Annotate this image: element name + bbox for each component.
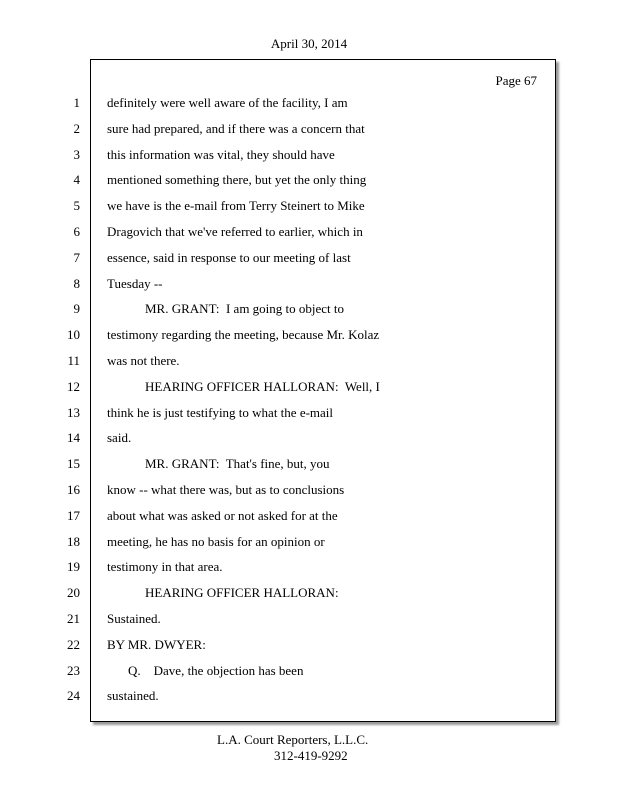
line-text: meeting, he has no basis for an opinion or xyxy=(107,534,325,549)
transcript-date: April 30, 2014 xyxy=(270,36,348,51)
line-text: HEARING OFFICER HALLORAN: xyxy=(145,585,339,600)
line-text: testimony regarding the meeting, because Mr. Kolaz xyxy=(107,327,380,342)
line-number: 19 xyxy=(67,559,80,574)
line-number: 23 xyxy=(67,663,80,678)
line-number: 22 xyxy=(67,637,80,652)
line-number: 21 xyxy=(67,611,80,626)
line-number: 9 xyxy=(73,301,80,316)
line-number: 4 xyxy=(73,172,80,187)
line-text: said. xyxy=(107,430,132,445)
line-text: Tuesday -- xyxy=(107,276,163,291)
line-text: MR. GRANT: That's fine, but, you xyxy=(145,456,330,471)
line-number: 24 xyxy=(67,688,80,703)
line-text: Dragovich that we've referred to earlier, which in xyxy=(107,224,363,239)
court-reporter-name: L.A. Court Reporters, L.L.C. xyxy=(217,732,369,747)
line-number: 16 xyxy=(67,482,80,497)
line-number: 14 xyxy=(67,430,80,445)
line-number: 5 xyxy=(73,198,80,213)
line-text: testimony in that area. xyxy=(107,559,223,574)
line-text: was not there. xyxy=(107,353,180,368)
line-number: 18 xyxy=(67,534,80,549)
line-text: know -- what there was, but as to conclusions xyxy=(107,482,345,497)
line-number: 7 xyxy=(73,250,80,265)
page-number: Page 67 xyxy=(495,73,537,88)
line-text: essence, said in response to our meeting of last xyxy=(107,250,351,265)
line-number: 8 xyxy=(73,276,80,291)
line-number: 11 xyxy=(67,353,80,368)
line-number: 15 xyxy=(67,456,80,471)
line-text: we have is the e-mail from Terry Steinert to Mike xyxy=(107,198,365,213)
line-number: 3 xyxy=(73,147,80,162)
line-text: think he is just testifying to what the e-mail xyxy=(107,405,334,420)
line-text: sustained. xyxy=(107,688,159,703)
line-number: 6 xyxy=(73,224,80,239)
line-number: 1 xyxy=(73,95,80,110)
line-text: this information was vital, they should have xyxy=(107,147,335,162)
line-text: BY MR. DWYER: xyxy=(107,637,206,652)
line-text: definitely were well aware of the facility, I am xyxy=(107,95,348,110)
line-text: MR. GRANT: I am going to object to xyxy=(145,301,345,316)
line-number: 10 xyxy=(67,327,80,342)
line-text: HEARING OFFICER HALLORAN: Well, I xyxy=(145,379,380,394)
line-text: Q. Dave, the objection has been xyxy=(128,663,304,678)
line-text: about what was asked or not asked for at the xyxy=(107,508,338,523)
line-text: sure had prepared, and if there was a concern that xyxy=(107,121,365,136)
line-text: Sustained. xyxy=(107,611,161,626)
line-number: 12 xyxy=(67,379,80,394)
line-number: 20 xyxy=(67,585,80,600)
line-number: 2 xyxy=(73,121,80,136)
line-number: 17 xyxy=(67,508,80,523)
line-number: 13 xyxy=(67,405,80,420)
court-reporter-phone: 312-419-9292 xyxy=(274,748,348,763)
line-text: mentioned something there, but yet the only thing xyxy=(107,172,367,187)
